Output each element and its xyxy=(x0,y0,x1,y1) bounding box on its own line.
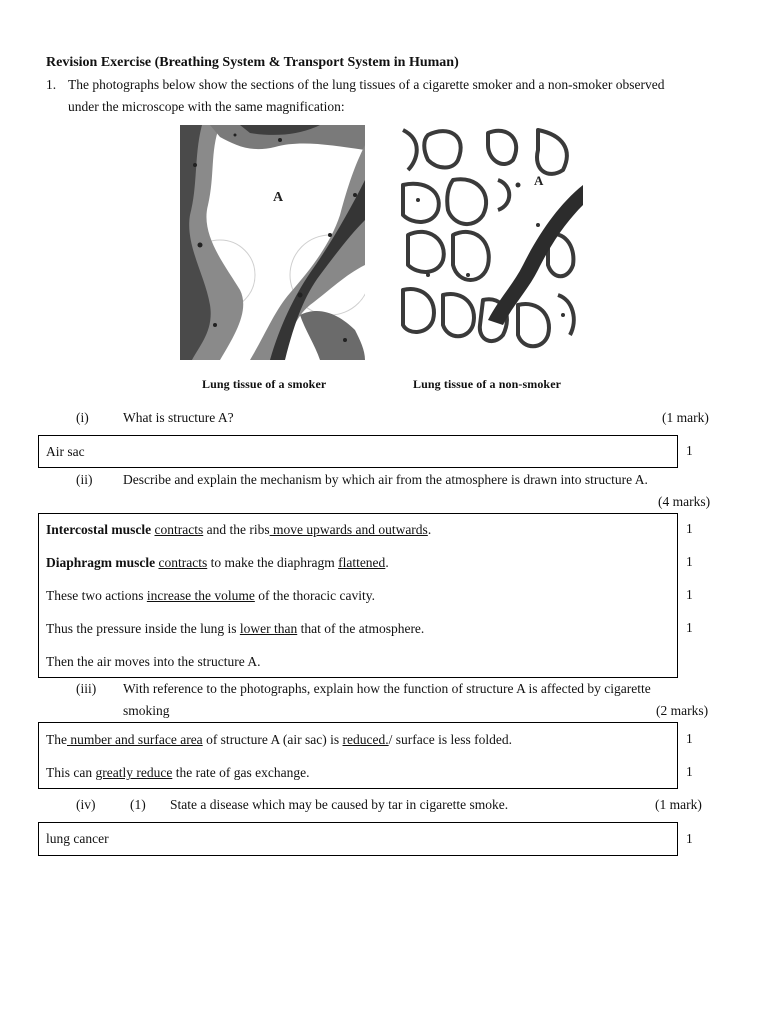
part-iii-mark-tick-2: 1 xyxy=(686,764,693,779)
part-ii-question: Describe and explain the mechanism by which air from the atmosphere is drawn into structure A. xyxy=(123,472,648,487)
part-iv-number: (iv) xyxy=(76,797,96,812)
part-ii-answer-line-5: Then the air moves into the structure A. xyxy=(46,654,261,669)
part-i-marks: (1 mark) xyxy=(662,410,709,425)
part-iii-answer-box xyxy=(38,722,678,789)
part-ii-number: (ii) xyxy=(76,472,93,487)
smoker-lung-photo xyxy=(180,125,365,360)
part-ii-answer-line-1: Intercostal muscle contracts and the ribs move upwards and outwards. xyxy=(46,522,432,537)
part-ii-answer-line-2: Diaphragm muscle contracts to make the diaphragm flattened. xyxy=(46,555,389,570)
part-ii-mark-tick-1: 1 xyxy=(686,521,693,536)
non-smoker-lung-photo xyxy=(398,125,583,360)
smoker-lung-tissue-image xyxy=(180,125,365,360)
part-i-answer-box xyxy=(38,435,678,468)
smoker-caption: Lung tissue of a smoker xyxy=(202,377,327,391)
part-iii-question-line-2: smoking xyxy=(123,703,170,718)
part-i-answer: Air sac xyxy=(46,444,85,459)
part-iv-mark-tick: 1 xyxy=(686,831,693,846)
part-iii-mark-tick-1: 1 xyxy=(686,731,693,746)
part-iii-answer-line-2: This can greatly reduce the rate of gas exchange. xyxy=(46,765,310,780)
part-iv-subnumber: (1) xyxy=(130,797,146,812)
part-ii-answer-line-4: Thus the pressure inside the lung is lower than that of the atmosphere. xyxy=(46,621,425,636)
smoker-structure-label: A xyxy=(273,190,284,205)
part-i-number: (i) xyxy=(76,410,89,425)
part-iii-number: (iii) xyxy=(76,681,97,696)
non-smoker-lung-tissue-image xyxy=(398,125,583,360)
part-iv-question: State a disease which may be caused by tar in cigarette smoke. xyxy=(170,797,509,812)
part-iv-marks: (1 mark) xyxy=(655,797,702,812)
non-smoker-structure-label: A xyxy=(534,173,544,188)
part-ii-answer-line-3: These two actions increase the volume of the thoracic cavity. xyxy=(46,588,376,603)
question-stem-line-2: under the microscope with the same magnification: xyxy=(68,99,345,114)
part-ii-mark-tick-2: 1 xyxy=(686,554,693,569)
worksheet-title: Revision Exercise (Breathing System & Transport System in Human) xyxy=(46,55,459,70)
question-stem-line-1: The photographs below show the sections of the lung tissues of a cigarette smoker and a non-smoker observed xyxy=(68,77,665,92)
non-smoker-caption: Lung tissue of a non-smoker xyxy=(413,377,562,391)
part-ii-marks: (4 marks) xyxy=(658,494,711,509)
part-iii-answer-line-1: The number and surface area of structure A (air sac) is reduced./ surface is less folded. xyxy=(46,732,512,747)
part-ii-mark-tick-4: 1 xyxy=(686,620,693,635)
part-iii-question-line-1: With reference to the photographs, explain how the function of structure A is affected by cigarette xyxy=(123,681,651,696)
part-ii-mark-tick-3: 1 xyxy=(686,587,693,602)
part-ii-answer-box xyxy=(38,513,678,678)
part-iii-marks: (2 marks) xyxy=(656,703,709,718)
part-i-question: What is structure A? xyxy=(123,410,234,425)
part-iv-answer: lung cancer xyxy=(46,831,109,846)
part-iv-answer-box xyxy=(38,822,678,856)
part-i-mark-tick: 1 xyxy=(686,443,693,458)
question-number: 1. xyxy=(46,77,57,92)
